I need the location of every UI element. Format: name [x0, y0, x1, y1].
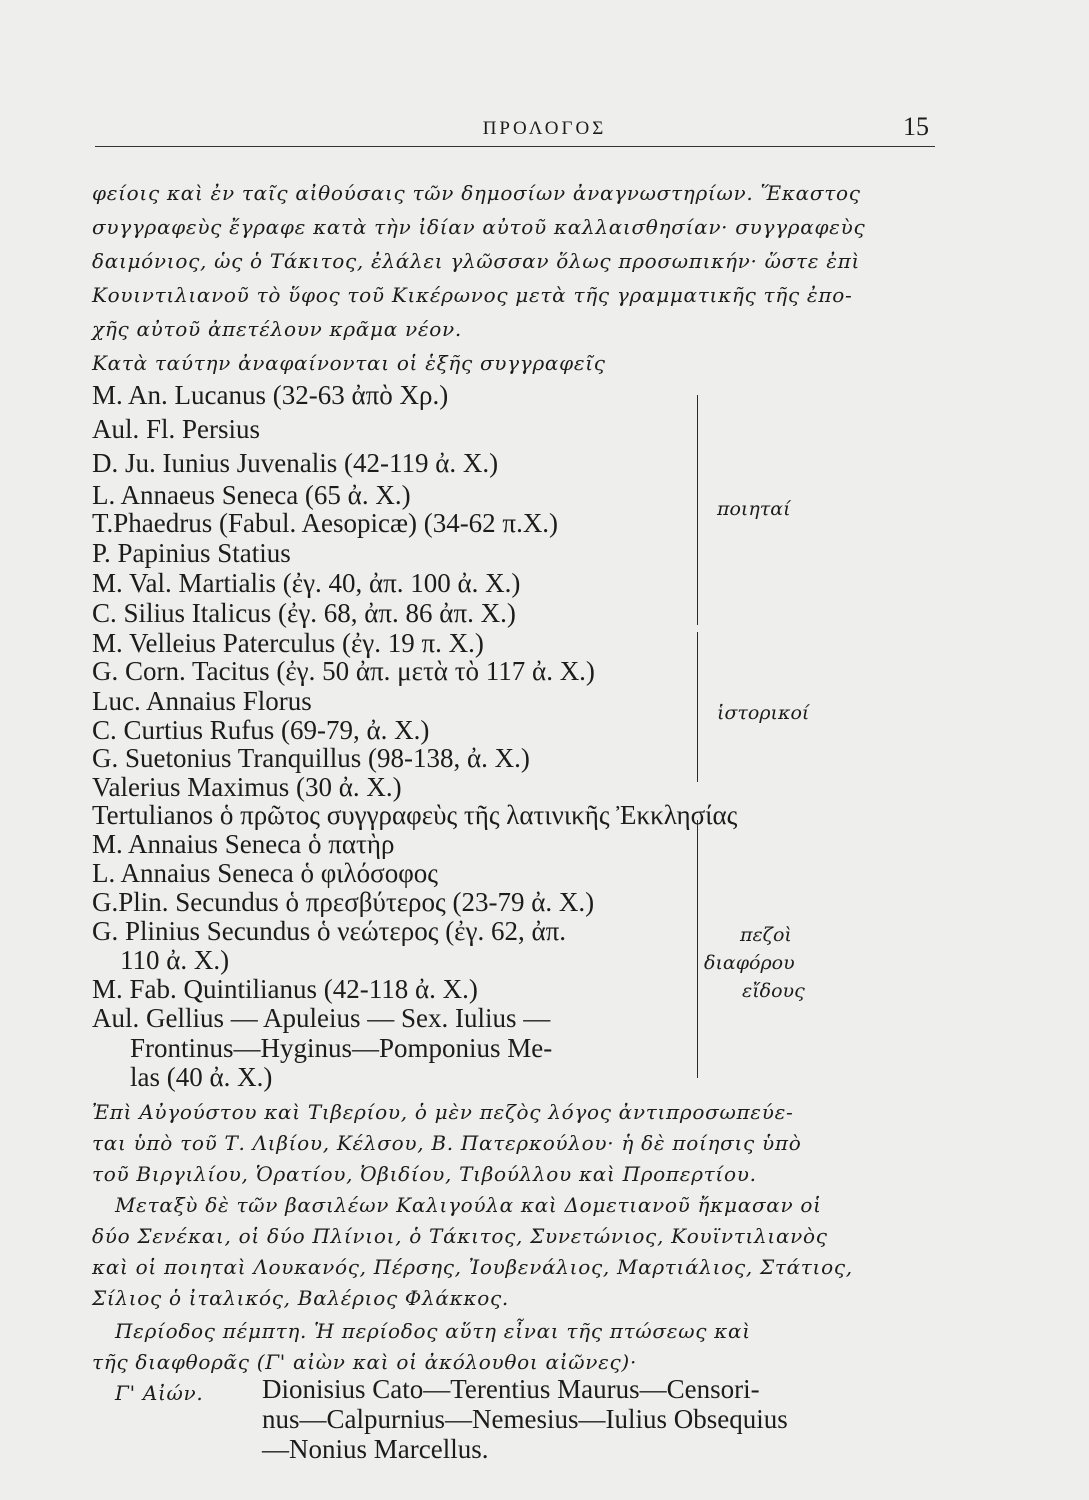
header-rule [95, 146, 935, 147]
historian-entry: G. Corn. Tacitus (ἐγ. 50 ἀπ. μετὰ τὸ 117 ἀ. Χ.) [92, 656, 595, 686]
prose-entry: 110 ἀ. Χ.) [120, 945, 230, 975]
poet-entry: M. Val. Martialis (ἐγ. 40, ἀπ. 100 ἀ. Χ.) [92, 568, 521, 598]
text-line: τοῦ Βιργιλίου, Ὁρατίου, Ὀβιδίου, Τιβούλλου καὶ Προπερτίου. [92, 1162, 757, 1186]
text-line: δαιμόνιος, ὡς ὁ Τάκιτος, ἐλάλει γλῶσσαν ὅλως προσωπικήν· ὥστε ἐπὶ [92, 249, 861, 273]
poet-entry: Aul. Fl. Persius [92, 414, 261, 444]
historians-brace [697, 632, 698, 782]
poet-entry: T.Phaedrus (Fabul. Aesopicæ) (34-62 π.Χ.) [92, 508, 559, 538]
poets-label: ποιηταί [717, 498, 791, 520]
text-line: Σίλιος ὁ ἰταλικός, Βαλέριος Φλάκκος. [92, 1286, 509, 1310]
prose-label: εἴδους [742, 980, 805, 1002]
late-author-line: Dionisius Cato—Terentius Maurus—Censori- [262, 1374, 760, 1404]
prose-entry: M. Fab. Quintilianus (42-118 ἀ. Χ.) [92, 974, 478, 1004]
historian-entry: Luc. Annaius Florus [92, 686, 312, 716]
text-line: Περίοδος πέμπτη. Ἡ περίοδος αὕτη εἶναι τῆς πτώσεως καὶ [115, 1319, 751, 1343]
text-line: συγγραφεὺς ἔγραφε κατὰ τὴν ἰδίαν αὐτοῦ καλλαισθησίαν· συγγραφεὺς [92, 215, 866, 239]
text-line: Κατὰ ταύτην ἀναφαίνονται οἱ ἑξῆς συγγραφεῖς [92, 351, 606, 375]
historian-entry: M. Velleius Paterculus (ἐγ. 19 π. Χ.) [92, 628, 484, 658]
poet-entry: D. Ju. Iunius Juvenalis (42-119 ἀ. Χ.) [92, 448, 499, 478]
page-number: 15 [903, 112, 929, 141]
poet-entry: M. An. Lucanus (32-63 ἀπὸ Χρ.) [92, 380, 449, 410]
historian-entry: G. Suetonius Tranquillus (98-138, ἀ. Χ.) [92, 743, 530, 773]
tertullian-line: Tertulianos ὁ πρῶτος συγγραφεὺς τῆς λατινικῆς Ἐκκλησίας [92, 800, 738, 830]
late-author-line: —Nonius Marcellus. [262, 1434, 489, 1464]
prose-entry: las (40 ἀ. Χ.) [130, 1062, 273, 1092]
prose-label: διαφόρου [704, 952, 795, 974]
prose-entry: M. Annaius Seneca ὁ πατὴρ [92, 829, 395, 859]
poet-entry: L. Annaeus Seneca (65 ἀ. Χ.) [92, 480, 411, 510]
text-line: φείοις καὶ ἐν ταῖς αἰθούσαις τῶν δημοσίων ἀναγνωστηρίων. Ἕκαστος [92, 181, 861, 205]
poets-brace [697, 395, 698, 625]
text-line: χῆς αὐτοῦ ἀπετέλουν κρᾶμα νέον. [92, 317, 462, 341]
running-title: ΠΡΟΛΟΓΟΣ [482, 118, 607, 139]
late-author-line: nus—Calpurnius—Nemesius—Iulius Obsequius [262, 1404, 788, 1434]
text-line: δύο Σενέκαι, οἱ δύο Πλίνιοι, ὁ Τάκιτος, Συνετώνιος, Κουϊντιλιανὸς [92, 1224, 828, 1248]
text-line: Ἐπὶ Αὐγούστου καὶ Τιβερίου, ὁ μὲν πεζὸς λόγος ἀντιπροσωπεύε- [92, 1100, 794, 1124]
prose-entry: G. Plinius Secundus ὁ νεώτερος (ἐγ. 62, ἀπ. [92, 916, 566, 946]
prose-entry: Aul. Gellius — Apuleius — Sex. Iulius — [92, 1003, 551, 1033]
text-line: ται ὑπὸ τοῦ Τ. Λιβίου, Κέλσου, Β. Πατερκούλου· ἡ δὲ ποίησις ὑπὸ [92, 1131, 802, 1155]
poet-entry: P. Papinius Statius [92, 538, 291, 568]
prose-entry: Frontinus—Hyginus—Pomponius Me- [130, 1033, 553, 1063]
prose-entry: G.Plin. Secundus ὁ πρεσβύτερος (23-79 ἀ. Χ.) [92, 887, 595, 917]
historian-entry: C. Curtius Rufus (69-79, ἀ. Χ.) [92, 715, 430, 745]
historians-label: ἱστορικοί [717, 702, 810, 724]
poet-entry: C. Silius Italicus (ἐγ. 68, ἀπ. 86 ἀπ. Χ.) [92, 598, 516, 628]
text-line: Μεταξὺ δὲ τῶν βασιλέων Καλιγούλα καὶ Δομετιανοῦ ἤκμασαν οἱ [115, 1193, 822, 1217]
text-line: καὶ οἱ ποιηταὶ Λουκανός, Πέρσης, Ἰουβενάλιος, Μαρτιάλιος, Στάτιος, [92, 1255, 853, 1279]
text-line: τῆς διαφθορᾶς (Γ' αἰὼν καὶ οἱ ἀκόλουθοι αἰῶνες)· [92, 1350, 637, 1374]
prose-entry: L. Annaius Seneca ὁ φιλόσοφος [92, 858, 438, 888]
prose-brace [697, 820, 698, 1078]
text-line: Κουιντιλιανοῦ τὸ ὕφος τοῦ Κικέρωνος μετὰ τῆς γραμματικῆς τῆς ἐπο- [92, 283, 853, 307]
century-label: Γ' Αἰών. [115, 1381, 204, 1405]
prose-label: πεζοὶ [740, 924, 792, 946]
historian-entry: Valerius Maximus (30 ἀ. Χ.) [92, 772, 402, 802]
